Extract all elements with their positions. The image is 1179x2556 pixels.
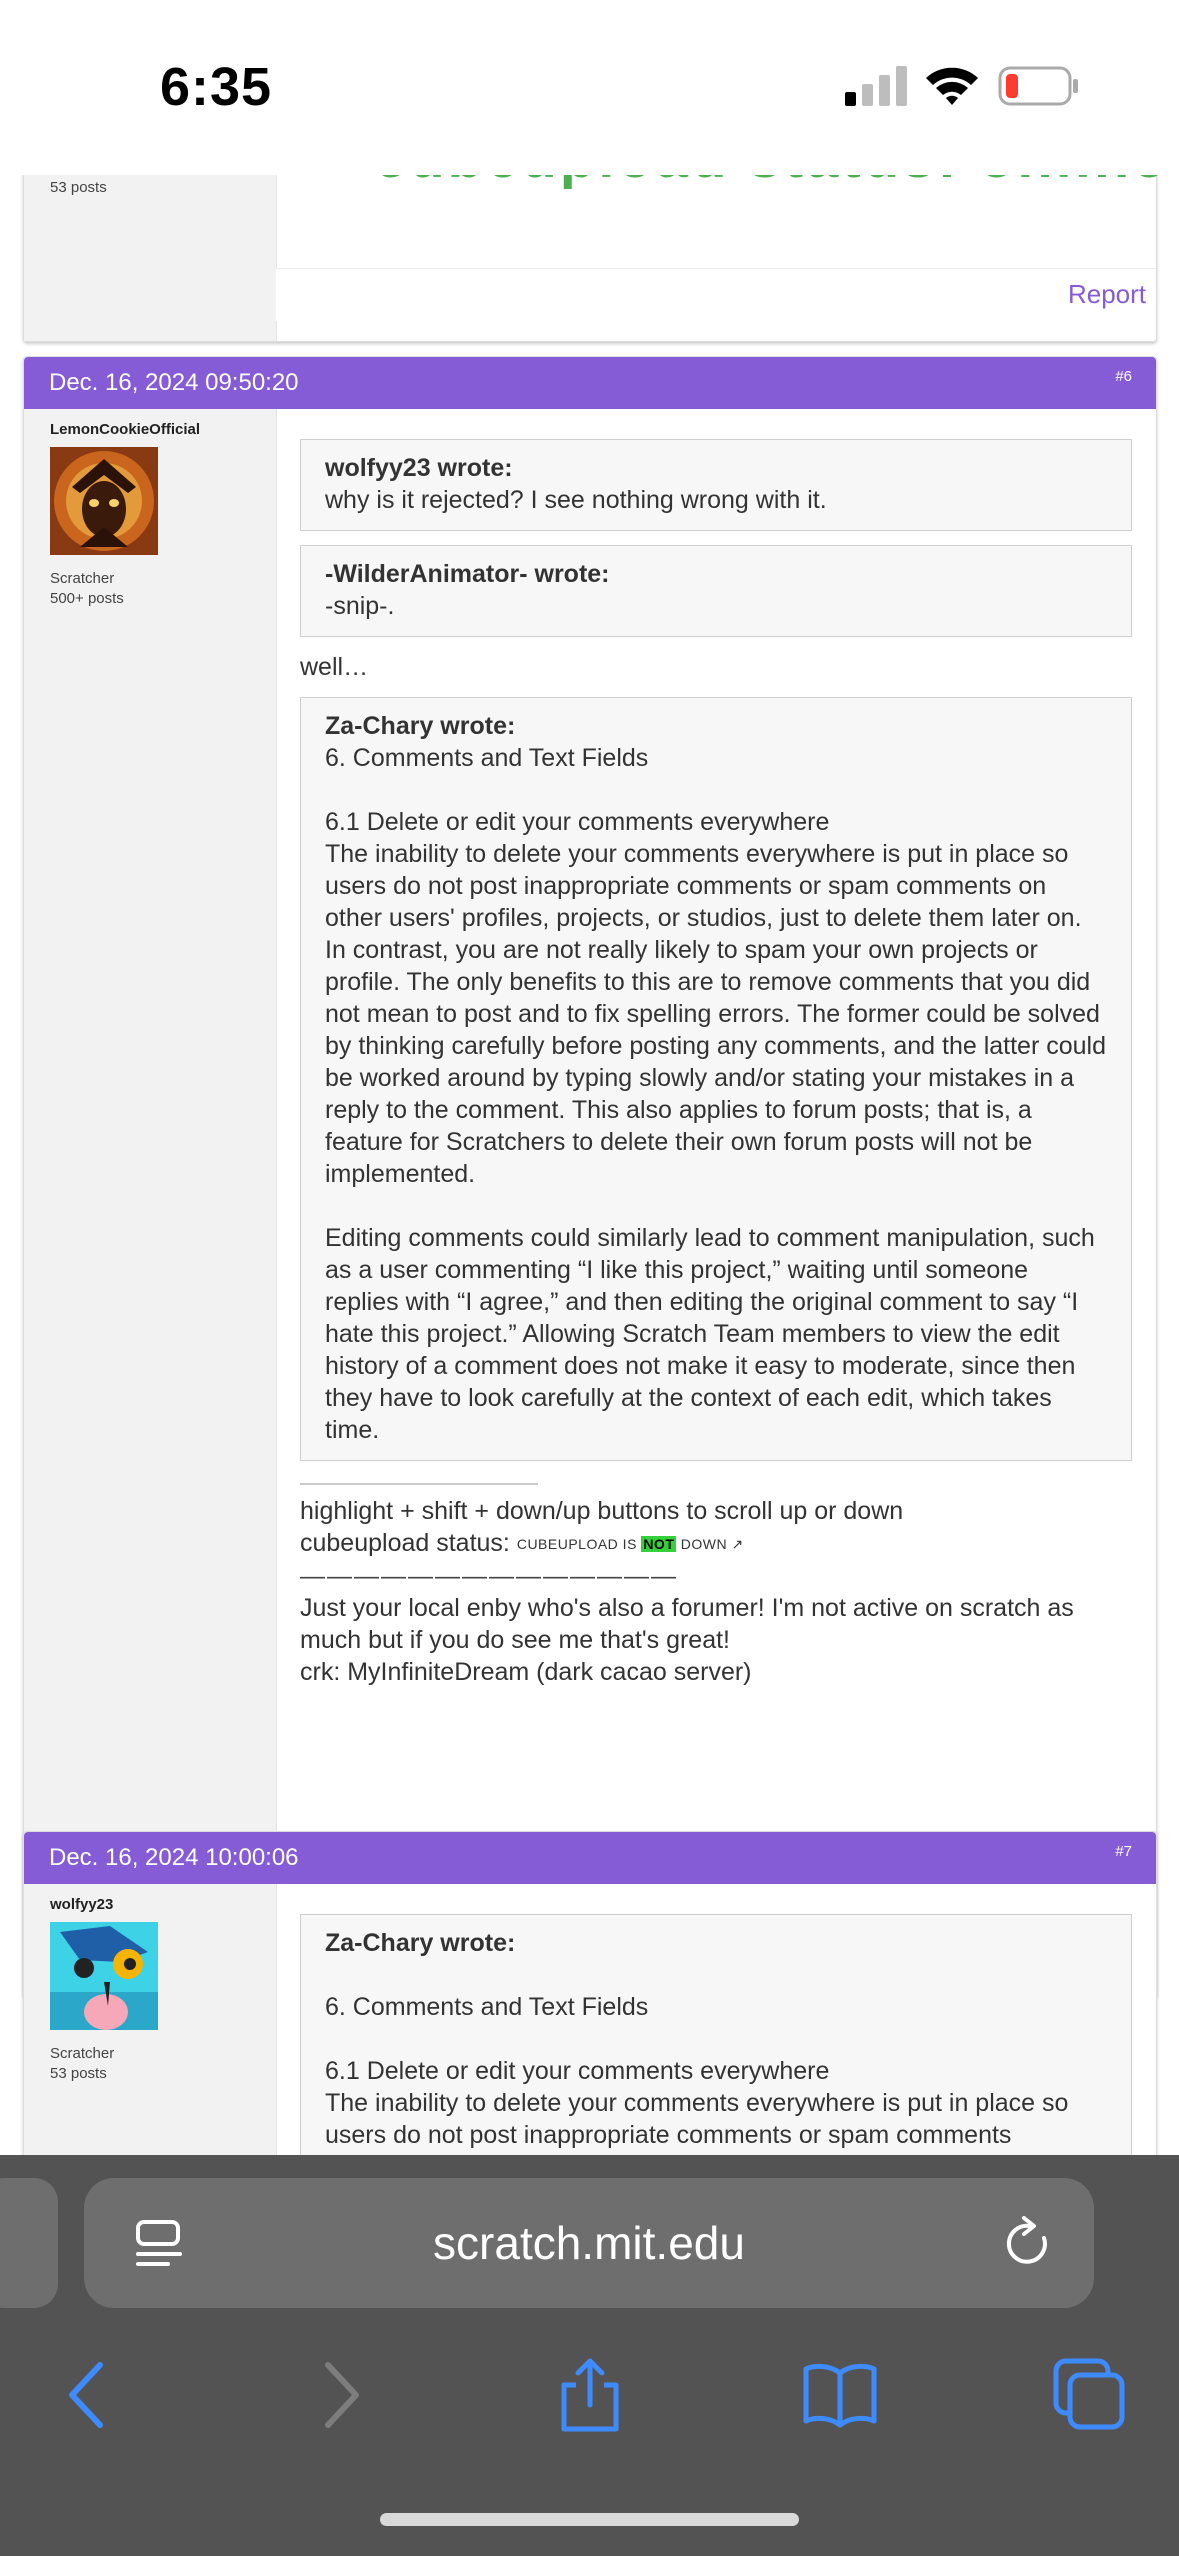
user-rank: 53 posts	[50, 179, 107, 196]
post-body	[300, 1914, 1132, 2180]
post-text: well…	[300, 653, 369, 681]
signature-dashes: ——————————————	[300, 1562, 678, 1590]
avatar-image	[50, 447, 158, 555]
quote-paragraph: The inability to delete your comments everywhere is put in place so users do not post inappropriate comments or spam comments	[325, 2089, 1069, 2149]
username-link[interactable]: wolfyy23	[50, 1896, 114, 1913]
page-content	[0, 175, 1179, 2155]
avatar[interactable]	[50, 447, 158, 555]
quote-block	[300, 439, 1132, 531]
quote-block	[300, 697, 1132, 1461]
signature-line: cubeupload status: CUBEUPLOAD IS NOT DOWN ↗	[300, 1529, 744, 1557]
post-number[interactable]: #6	[1115, 368, 1132, 385]
post-header	[24, 357, 1156, 409]
quote-author: Za-Chary wrote:	[325, 712, 516, 740]
signature-line: highlight + shift + down/up buttons to scroll up or down	[300, 1497, 904, 1525]
quote-heading: 6. Comments and Text Fields	[325, 744, 649, 772]
quote-text: -snip-.	[325, 592, 395, 620]
status-time: 6:35	[160, 57, 273, 117]
avatar-image	[50, 1922, 158, 2030]
post-5-partial	[23, 155, 1157, 342]
avatar[interactable]	[50, 1922, 158, 2030]
home-indicator[interactable]	[380, 2513, 799, 2526]
post-user-panel	[24, 156, 277, 341]
battery-low-icon	[998, 66, 1080, 106]
signature-divider	[300, 1483, 538, 1485]
signature	[300, 1495, 1132, 1686]
previous-tab-preview[interactable]	[0, 2178, 58, 2308]
cellular-signal-icon	[845, 66, 907, 106]
quote-block	[300, 545, 1132, 637]
post-user-panel	[24, 409, 277, 1943]
back-icon[interactable]	[48, 2355, 128, 2435]
status-bar	[0, 0, 1179, 175]
signature-line: crk: MyInfiniteDream (dark cacao server)	[300, 1658, 752, 1686]
external-link-icon: ↗	[731, 1536, 744, 1552]
username-link[interactable]: LemonCookieOfficial	[50, 421, 201, 438]
bookmarks-icon[interactable]	[800, 2355, 880, 2435]
wifi-icon	[924, 64, 980, 106]
quote-paragraph: Editing comments could similarly lead to comment manipulation, such as a user commenting “I like this project,” waiting until someone replies with “I agree,” and then editing the original comment to say “I hate this project.” Allowing Scratch Team members to view the edit history of a comment does not make it easy to moderate, since then they have to look carefully at the context of each edit, which takes time.	[325, 1224, 1095, 1444]
quote-heading: 6. Comments and Text Fields	[325, 1993, 649, 2021]
reload-icon[interactable]	[1000, 2214, 1056, 2272]
forward-icon[interactable]	[300, 2355, 380, 2435]
quote-block	[300, 1914, 1132, 2166]
post-number[interactable]: #7	[1115, 1843, 1132, 1860]
user-rank: Scratcher 500+ posts	[50, 570, 124, 607]
cubeupload-status-badge[interactable]: CUBEUPLOAD IS NOT DOWN ↗	[516, 1536, 744, 1552]
report-link[interactable]: Report	[1067, 279, 1146, 309]
quote-author: wolfyy23 wrote:	[325, 454, 513, 482]
url-text[interactable]: scratch.mit.edu	[433, 2217, 745, 2269]
post-date: Dec. 16, 2024 09:50:20	[49, 369, 299, 396]
post-body	[300, 439, 1132, 1686]
quote-author: Za-Chary wrote:	[325, 1929, 516, 1957]
quote-paragraph: The inability to delete your comments everywhere is put in place so users do not post inappropriate comments or spam comments on other users' profiles, projects, or studios, just to delete them later on. In contrast, you are not really likely to spam your own projects or profile. The only benefits to this are to remove comments that you did not mean to post and to fix spelling errors. The former could be solved by thinking carefully before posting any comments, and the latter could be worked around by typing slowly and/or stating your mistakes in a reply to the comment. This also applies to forum posts; that is, a feature for Scratchers to delete their own forum posts will not be implemented.	[325, 840, 1106, 1188]
quote-subheading: 6.1 Delete or edit your comments everywhere	[325, 2057, 830, 2085]
post-header	[24, 1832, 1156, 1884]
browser-toolbar	[0, 2155, 1179, 2556]
report-bar	[276, 268, 1156, 321]
quote-text: why is it rejected? I see nothing wrong with it.	[325, 486, 827, 514]
quote-author: -WilderAnimator- wrote:	[325, 560, 610, 588]
post-date: Dec. 16, 2024 10:00:06	[49, 1844, 299, 1871]
signature-line: Just your local enby who's also a forumer! I'm not active on scratch as much but if you do see me that's great!	[300, 1594, 1074, 1654]
quote-subheading: 6.1 Delete or edit your comments everywhere	[325, 808, 830, 836]
address-bar[interactable]	[84, 2178, 1094, 2308]
tabs-icon[interactable]	[1050, 2355, 1130, 2435]
user-rank: Scratcher 53 posts	[50, 2045, 115, 2082]
post-6	[23, 356, 1157, 1997]
share-icon[interactable]	[550, 2355, 630, 2435]
